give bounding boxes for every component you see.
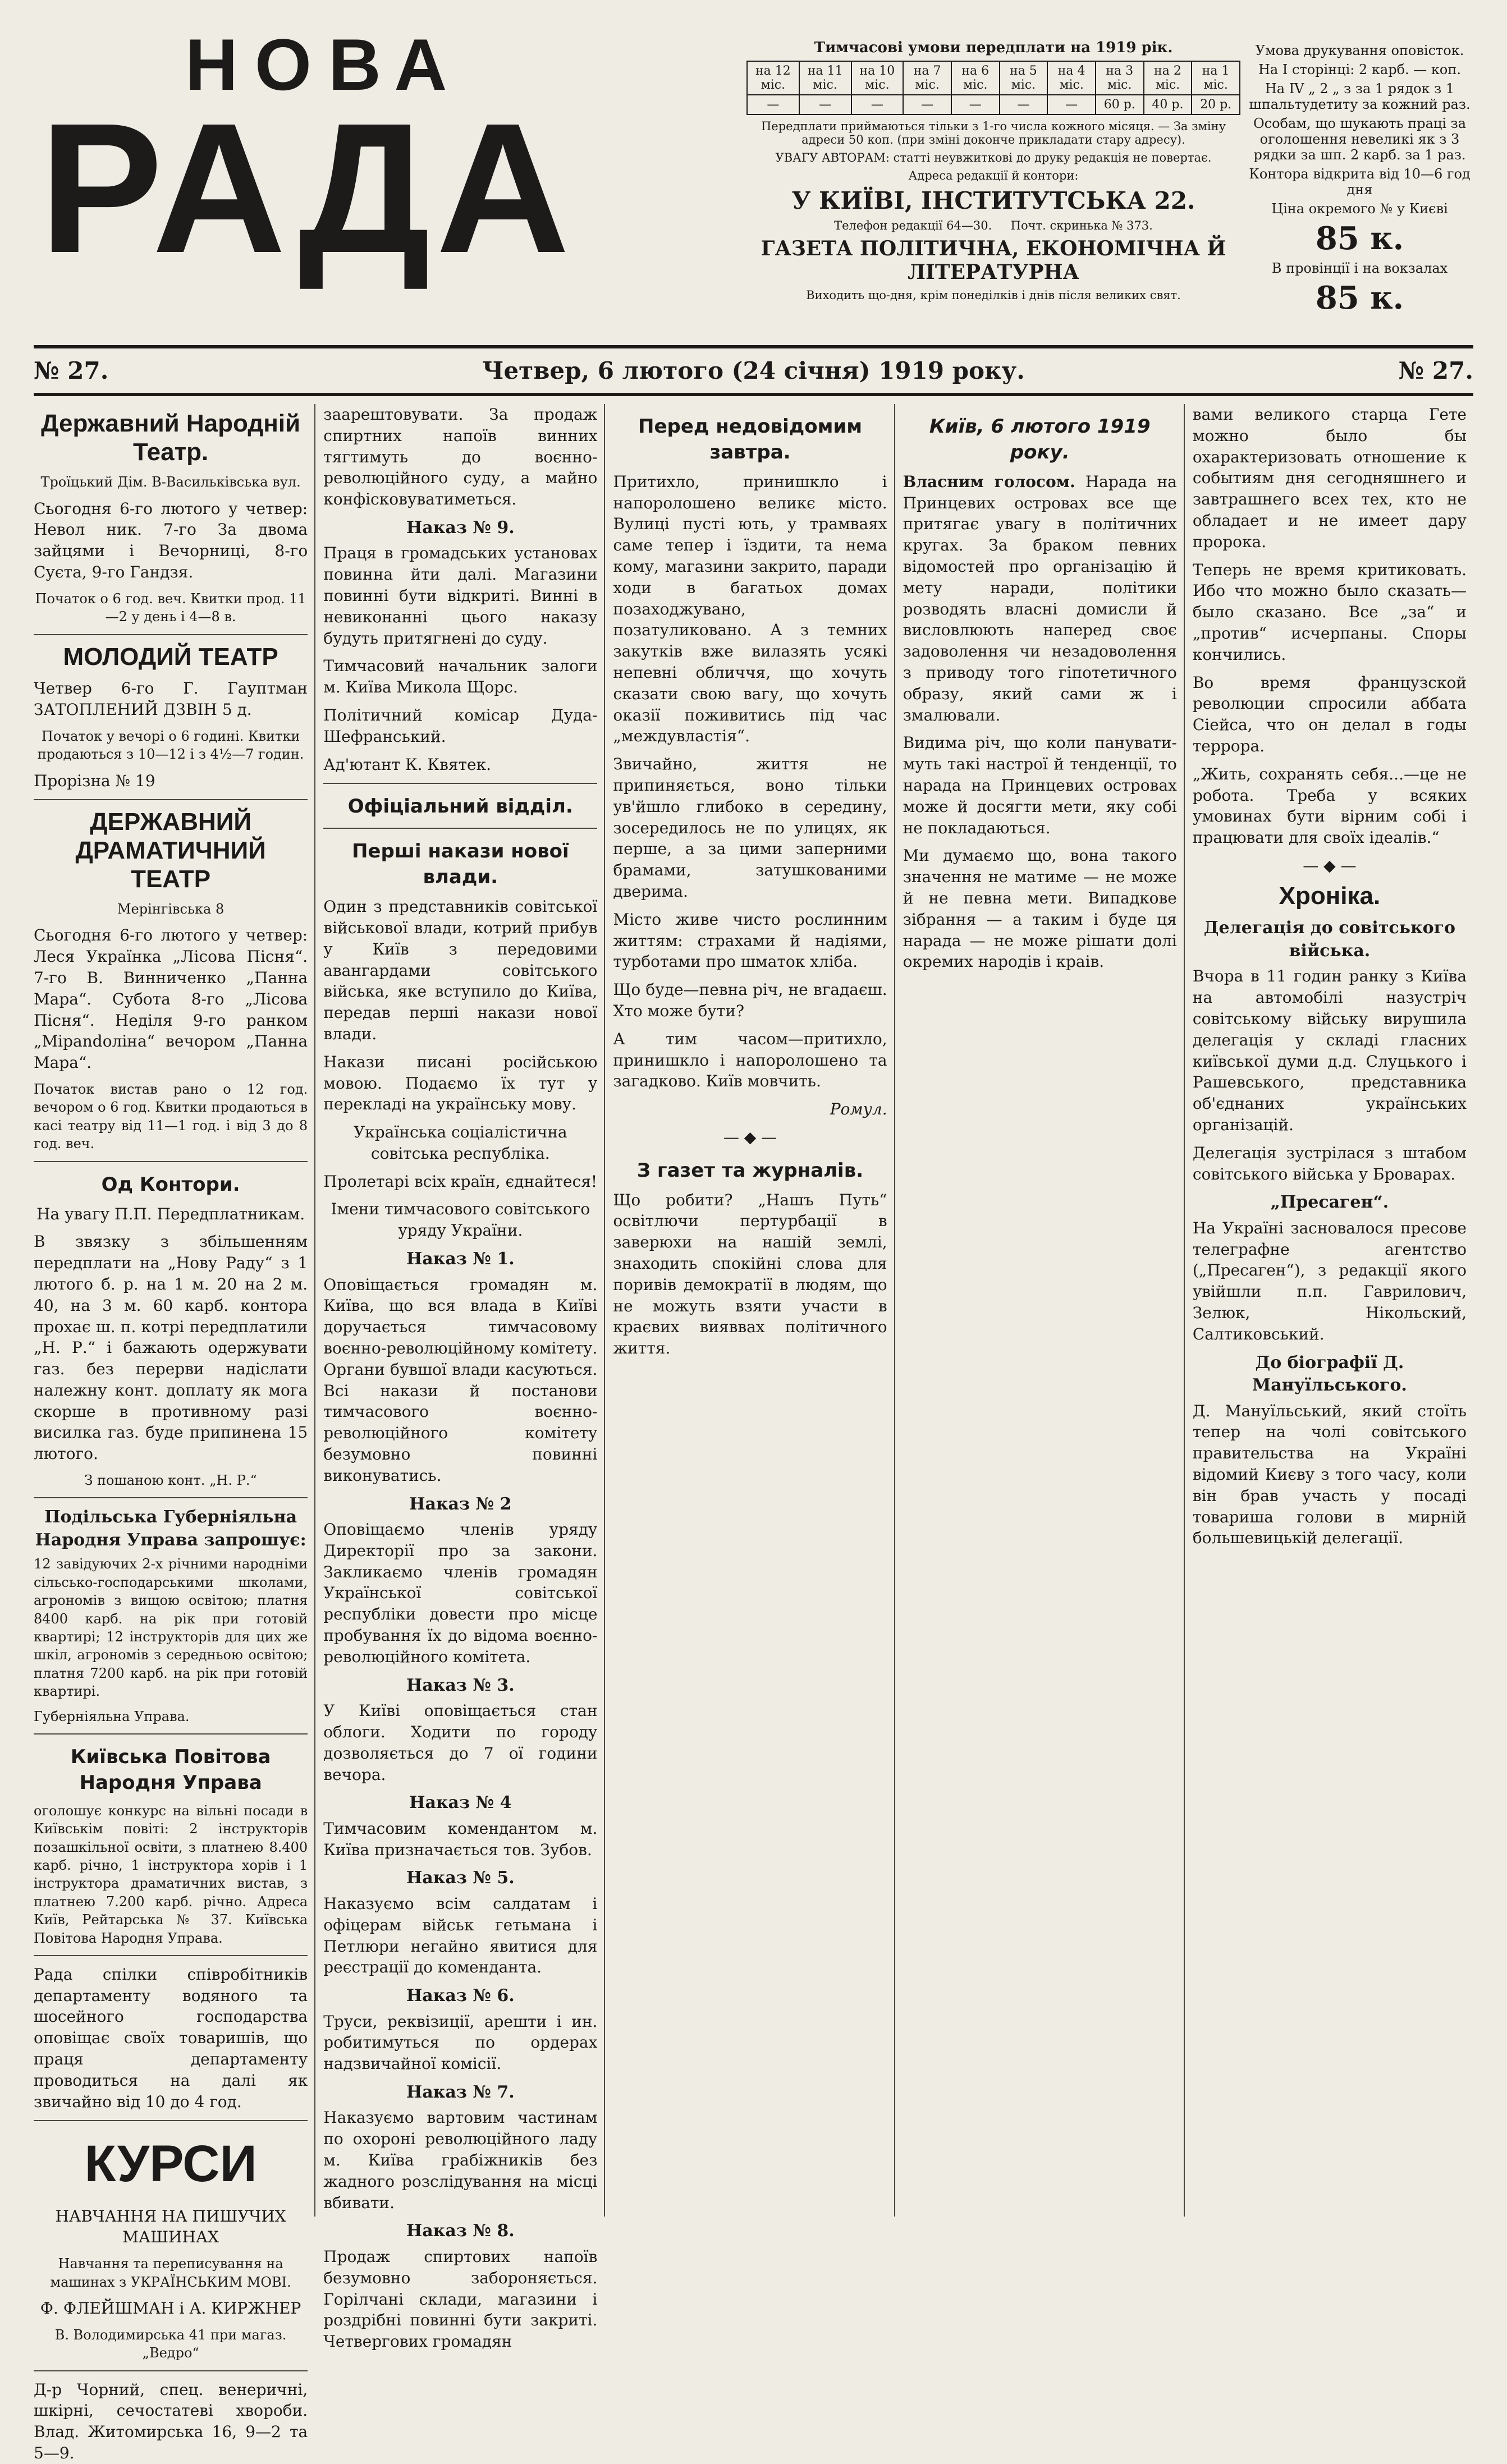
editorial-dateline: Київ, 6 лютого 1919 року. (929, 415, 1151, 464)
ads-rate-3: Особам, що шукають праці за оголошення невеликі як з 3 рядки за шп. 2 карб. за 1 раз. (1253, 116, 1467, 163)
address-title: Адреса редакції й контори: (908, 169, 1079, 182)
theatre-1-times: Початок о 6 год. веч. Квитки прод. 11—2 у день і 4—8 в. (35, 590, 306, 625)
order-5-title: Наказ № 5. (406, 1868, 515, 1888)
subscription-table (746, 61, 1240, 115)
essay-paragraph: Во время французской революции спросили аббата Сіейса, что он делал в годы террора. (1192, 673, 1467, 755)
table-cell: — (951, 95, 1000, 114)
article-paragraph: Що буде—певна річ, не вгадаєш. Хто може бути? (613, 980, 887, 1020)
article-signature: Ромул. (830, 1100, 887, 1119)
table-cell: 60 р. (1096, 95, 1144, 114)
columns (34, 404, 1473, 2462)
issue-number-left: № 27. (34, 356, 109, 384)
office-subtitle: На увагу П.П. Передплатникам. (36, 1204, 305, 1223)
article-paragraph: Притихло, принишкло і напоролошено великє місто. Вулиці пусті ють, у трамваях саме тепер і їздити, та нема кому, магазини закрито, паради ходи в багатьох домах позаходжувано, позатуликовано. А з темних закутків вже вилазять усякі непевні обличчя, що хочуть сказати свою вагу, що хочуть оказії поживитись під час „междувластія“. (613, 472, 887, 746)
order-6-title: Наказ № 6. (406, 1986, 515, 2006)
ads-rate-2: На IV „ 2 „ з за 1 рядок з 1 шпальтудетиту за кожний раз. (1249, 81, 1471, 112)
advertising-box (1246, 39, 1473, 316)
divider (34, 1955, 308, 1956)
article-paragraph: А тим часом—притихло, принишкло і напоролошено та загадково. Київ мовчить. (613, 1029, 887, 1091)
divider (323, 828, 597, 829)
government-name: Імени тимчасового совітського уряду України. (331, 1200, 590, 1240)
theatre-1-program: Сьогодня 6-го лютого у четвер: Невол ник. 7-го За двома зайцями і Вечорниці, 8-го Суєта, 9-го Гандзя. (34, 499, 308, 581)
table-row (747, 61, 1240, 95)
issue-date: Четвер, 6 лютого (24 січня) 1919 року. (482, 356, 1025, 384)
orders-intro: заарештовувати. За продаж спиртних напоїв винних тягтимуть до воєнно-революційного суду, а майно конфісковуватиметься. (323, 405, 598, 509)
article-paragraph: Місто живе чисто рослинним життям: страхами й надіями, турботами про шматок хліба. (613, 910, 887, 971)
essay-quote: „Жить, сохранять себя...—це не робота. Треба у всяких умовинах бути вірним собі і працювати для своїх ідеалів.“ (1192, 764, 1467, 847)
order-2-text: Оповіщаємо членів уряду Директорії про за закони. Закликаємо членів громадян Української совітської республіки довести про місце пробування їх до відома воєнно-революційного комітета. (323, 1520, 598, 1666)
column-2 (323, 404, 605, 2351)
masthead (34, 22, 1473, 345)
first-orders-title: Перші накази нової влади. (351, 840, 569, 889)
table-cell: — (747, 95, 799, 114)
chronicle-title: Хроніка. (1279, 882, 1381, 910)
order-3-text: У Київі оповіщається стан облоги. Ходити по городу дозволяється до 7 ої години вечора. (323, 1701, 598, 1784)
office-title: Од Контори. (101, 1173, 240, 1196)
editorial-paragraph: Ми думаємо що, вона такого значення не матиме — не може й не певна мети. Випадкове зібрання — а таким і буде ця нарада — не може рішати долі окремих народів і краів. (903, 846, 1177, 971)
order-9-title: Наказ № 9. (406, 517, 515, 538)
contacts (746, 219, 1240, 232)
article-paragraph: Звичайно, життя не припиняється, воно тільки ув'йшло глибоко в середину, зосередилось не по улицях, як перше, а за цими заперними брамами, затушкованими дверима. (613, 755, 887, 901)
table-cell: — (851, 95, 904, 114)
signed-commissar: Політичний комісар Дуда-Шефранський. (323, 706, 598, 746)
theatre-1-title: Державний Народній Театр. (41, 410, 301, 466)
theatre-2-times: Початок у вечорі о 6 годині. Квитки продаються з 10—12 і з 4½—7 годин. (37, 728, 304, 763)
table-cell: — (903, 95, 951, 114)
courses-subtitle: НАВЧАННЯ НА ПИШУЧИХ МАШИНАХ (55, 2206, 286, 2247)
doctor-ad: Д-р Чорний, спец. венеричні, шкірні, сечостатеві хвороби. Влад. Житомирська 16, 9—2 та 5—9. (34, 2380, 308, 2462)
logo-bottom: РАДА (39, 84, 576, 291)
order-1-text: Оповіщається громадян м. Київа, що вся влада в Київі доручається тимчасовому воєнно-революційному комітету. Органи бувшої влади касуються. Всі накази й постанови тимчасового воєнно-революційного комітету безумовно повинні виконуватись. (323, 1275, 598, 1485)
office-text: В звязку з збільшенням передплати на „Нову Раду“ з 1 лютого б. р. на 1 м. 20 на 2 м. 40, на 3 м. 60 карб. контора прохає ш. п. котрі передплатили „Н. Р.“ і бажають одержувати газ. без перерви надіслати належну конт. доплату як мога скорше в противному разі висилка газ. буде припинена 15 лютого. (34, 1232, 308, 1463)
order-6-text: Труси, реквізиції, арешти і ин. робитимуться по ордерах надзвичайної комісії. (323, 2012, 598, 2073)
table-cell: на 2 міс. (1144, 61, 1192, 95)
order-9-text: Праця в громадських установах повинна йти далі. Магазини повинні бути відкриті. Винні в невиконанні цього наказу будуть притягнені до суду. (323, 544, 598, 648)
subscription-title: Тимчасові умови передплати на 1919 рік. (814, 39, 1173, 56)
theatre-2-title: МОЛОДИЙ ТЕАТР (63, 643, 278, 671)
divider (323, 783, 597, 784)
press-review-text: Що робити? „Нашъ Путь“ освітлючи пертурбації в заверюхи на нашій землі, знаходить спокійні слова для поривів демократії в людям, що не можуть взяти участи в краєвих вияввах політичного життя. (613, 1190, 887, 1358)
po-box: Почт. скринька № 373. (1010, 219, 1153, 232)
column-1 (34, 404, 315, 2462)
editorial-text: Нарада на Принцевих островах все ще притягає увагу в політичних кругах. За браком певних відомостей про організацію й мету наради, політики розводять власні домисли й висловлюють наперед своє задоволення чи незадоволення з приводу того гіпотетичного образу, який сами ж і змалювали. (903, 472, 1177, 724)
issue-line (34, 354, 1473, 387)
chronicle-item-title: До біографії Д. Мануїльського. (1252, 1352, 1407, 1396)
chronicle-item-text: На Україні засновалося пресове телеграфне агентство („Пресаген“), з редакції якого увійшли п.п. Гаврилович, Зелюк, Нікольский, Салтиковський. (1192, 1218, 1467, 1343)
office-signature: З пошаною конт. „Н. Р.“ (84, 1472, 257, 1489)
chronicle-item-title: Делегація до совітського війська. (1203, 918, 1456, 961)
notice-1-text: 12 завідуючих 2-х річними народніми сільсько-господарськими школами, агрономів з вищою освітою; платня 8400 карб. на рік при готовій квартирі; 12 інструкторів для цих же шкіл, агрономів з середньою освітою; платня 7200 карб. на рік при готовій квартирі. (34, 1556, 308, 1700)
courses-title: КУРСИ (84, 2135, 257, 2193)
chronicle-item-text: Делегація зустрілася з штабом совітського війська у Броварах. (1192, 1143, 1467, 1183)
price-prov-label: В провінції і на вокзалах (1271, 260, 1448, 276)
table-cell: 20 р. (1192, 95, 1240, 114)
order-8-text: Продаж спиртових напоїв безумовно забороняється. Горілчані склади, магазини і роздрібні повинні бути закриті. Четвергових громадян (323, 2247, 598, 2351)
order-4-title: Наказ № 4 (409, 1793, 512, 1813)
chronicle-item-text: Д. Мануїльський, який стоїть тепер на чолі совітського правительства на Україні відомий Києву з того часу, коли він брав участь у посаді товариша голови в мирній большевицькій делегації. (1192, 1401, 1467, 1548)
notice-1-signature: Губерніяльна Управа. (34, 1708, 190, 1724)
table-cell: 40 р. (1144, 95, 1192, 114)
notice-3-text: Рада спілки співробітників департаменту водяного та шосейного господарства оповіщає своїх товаришів, що праця департаменту проводиться на далі як звичайно від 10 до 4 год. (34, 1965, 308, 2111)
theatre-3-address: Мерінгівська 8 (117, 901, 225, 917)
table-cell: на 1 міс. (1192, 61, 1240, 95)
divider (34, 634, 308, 635)
courses-owners: Ф. ФЛЕЙШМАН і А. КИРЖНЕР (40, 2299, 301, 2318)
divider (34, 2120, 308, 2121)
table-cell: — (799, 95, 851, 114)
ads-title: Умова друкування оповісток. (1255, 43, 1464, 58)
divider (34, 1161, 308, 1162)
theatre-1-address: Троїцький Дім. В-Васильківська вул. (40, 474, 301, 490)
table-cell: на 6 міс. (951, 61, 1000, 95)
table-cell: — (1000, 95, 1048, 114)
divider-ornament: — ◆ — (723, 1127, 777, 1146)
publication-schedule: Виходить що-дня, крім понеділків і днів після великих свят. (806, 288, 1181, 302)
order-1-title: Наказ № 1. (406, 1249, 515, 1269)
table-cell: на 10 міс. (851, 61, 904, 95)
office-hours: Контора відкрита від 10—6 год дня (1249, 166, 1471, 198)
notice-2-text: оголошує конкурс на вільні посади в Київськім повіті: 2 інструкторів позашкільної освіти, з платнею 8.400 карб. річно, 1 інструктора хорів і 1 інструктора драматичних вистав, з платнею 7.200 карб. річно. Адреса Київ, Рейтарська № 37. Київська Повітова Народня Управа. (34, 1802, 308, 1946)
signed-adjutant: Ад'ютант К. Квятек. (323, 755, 491, 774)
first-orders-text: Один з представників совітської військової влади, котрий прибув у Київ з передовими авангардами совітського війська, яке вступило до Київа, передав перші накази нової влади. (323, 897, 598, 1043)
table-cell: на 12 міс. (747, 61, 799, 95)
divider (34, 1497, 308, 1498)
order-8-title: Наказ № 8. (406, 2221, 515, 2241)
top-rule (34, 345, 1473, 348)
column-4 (903, 404, 1185, 2217)
order-7-title: Наказ № 7. (406, 2082, 515, 2102)
republic-name: Українська соціалістична совітська республіка. (353, 1123, 567, 1163)
subscription-note: Передплати приймаються тільки з 1-го числа кожного місяця. — За зміну адреси 50 коп. (при зміні доконче прикладати стару адресу). (761, 120, 1226, 146)
official-section-title: Офіціальний відділ. (347, 795, 573, 818)
courses-address: В. Володимирська 41 при магаз. „Ведро“ (54, 2327, 287, 2361)
tagline: ГАЗЕТА ПОЛІТИЧНА, ЕКОНОМІЧНА Й ЛІТЕРАТУРНА (761, 237, 1226, 284)
price-kyiv: 85 к. (1315, 220, 1404, 257)
issue-number-right: № 27. (1398, 356, 1473, 384)
editorial-kicker: Власним голосом. (903, 472, 1075, 491)
divider (34, 799, 308, 800)
table-row (747, 95, 1240, 114)
editorial-paragraph: Видима річ, що коли панувати-муть такі настрої й тенденції, то нарада на Принцевих островах може й досягти мети, яку собі не покладаються. (903, 733, 1177, 837)
courses-text: Навчання та переписування на машинах з УКРАЇНСЬКИМ МОВІ. (50, 2256, 291, 2290)
price-province: 85 к. (1315, 279, 1404, 316)
order-4-text: Тимчасовим комендантом м. Київа призначається тов. Зубов. (323, 1819, 598, 1859)
theatre-3-times: Початок вистав рано о 12 год. вечором о 6 год. Квитки продаються в касі театру від 11—1 год. і від 3 до 8 год. веч. (34, 1081, 308, 1152)
essay-intro: вами великого старца Гете можно было бы охарактеризовать отношение к событиям дня сегодняшнего и завтрашнего всех тех, кто не обладает и не имеет дару пророка. (1192, 405, 1467, 551)
theatre-3-title: ДЕРЖАВНИЙ ДРАМАТИЧНИЙ ТЕАТР (75, 808, 266, 893)
authors-note: УВАГУ АВТОРАМ: статті неувжиткові до друку редакція не повертає. (775, 151, 1212, 164)
column-5 (1193, 404, 1473, 2217)
address: У КИЇВІ, ІНСТИТУТСЬКА 22. (791, 187, 1195, 214)
divider-ornament: — ◆ — (1303, 856, 1357, 875)
logo-top: НОВА (185, 24, 464, 105)
divider (34, 1733, 308, 1735)
issue-rule (34, 393, 1473, 396)
theatre-2-program: Четвер 6-го Г. Гауптман ЗАТОПЛЕНИЙ ДЗВІН 5 д. (34, 679, 308, 719)
chronicle-item-text: Вчора в 11 годин ранку з Київа на автомобілі назустріч совітському війську вирушила делегація у складі гласних київської думи д.д. Слуцького і Рашевського, представника об'єднаних українських організацій. (1192, 967, 1467, 1134)
phone: Телефон редакції 64—30. (834, 219, 992, 232)
order-7-text: Наказуємо вартовим частинам по охороні революційного ладу м. Київа грабіжників без жадного розслідування на місці вбивати. (323, 2108, 598, 2212)
article-title: Перед недовідомим завтра. (638, 415, 862, 464)
editorial-paragraph (903, 471, 1177, 726)
order-5-text: Наказуємо всім салдатам і офіцерам військ гетьмана і Петлюри негайно явитися для реєстрації до коменданта. (323, 1894, 598, 1977)
ads-rate-1: На І сторінці: 2 карб. — коп. (1258, 62, 1461, 77)
table-cell: на 7 міс. (903, 61, 951, 95)
table-cell: — (1047, 95, 1096, 114)
table-cell: на 4 міс. (1047, 61, 1096, 95)
theatre-2-address: Прорізна № 19 (34, 771, 155, 790)
slogan: Пролетарі всіх країн, єднайтеся! (323, 1172, 598, 1191)
divider (34, 2370, 308, 2371)
theatre-3-program: Сьогодня 6-го лютого у четвер: Леся Українка „Лісова Пісня“. 7-го В. Винниченко „Панна Мара“. Субота 8-го „Лісова Пісня“. Неділя 9-го ранком „Міраndoліна“ вечором „Панна Мара“. (34, 926, 308, 1072)
table-cell: на 5 міс. (1000, 61, 1048, 95)
order-3-title: Наказ № 3. (406, 1675, 515, 1695)
signed-commander: Тимчасовий начальник залоги м. Київа Микола Щорс. (323, 657, 598, 697)
press-review-title: З газет та журналів. (636, 1159, 864, 1182)
notice-2-title: Київська Повітова Народня Управа (70, 1745, 271, 1794)
table-cell: на 11 міс. (799, 61, 851, 95)
notice-1-title: Подільська Губерніяльна Народня Управа запрошує: (35, 1507, 306, 1550)
order-2-title: Наказ № 2 (409, 1494, 512, 1514)
first-orders-note: Накази писані російською мовою. Подаємо їх тут у перекладі на українську мову. (323, 1052, 598, 1114)
column-3 (613, 404, 895, 2217)
subscription-box (746, 39, 1240, 306)
price-kyiv-label: Ціна окремого № у Києві (1271, 201, 1448, 217)
chronicle-item-title: „Пресаген“. (1270, 1192, 1389, 1213)
table-cell: на 3 міс. (1096, 61, 1144, 95)
essay-paragraph: Теперь не время критиковать. Ибо что можно было сказать—было сказано. Все „за“ и „против“ исчерпаны. Споры кончились. (1192, 560, 1467, 664)
